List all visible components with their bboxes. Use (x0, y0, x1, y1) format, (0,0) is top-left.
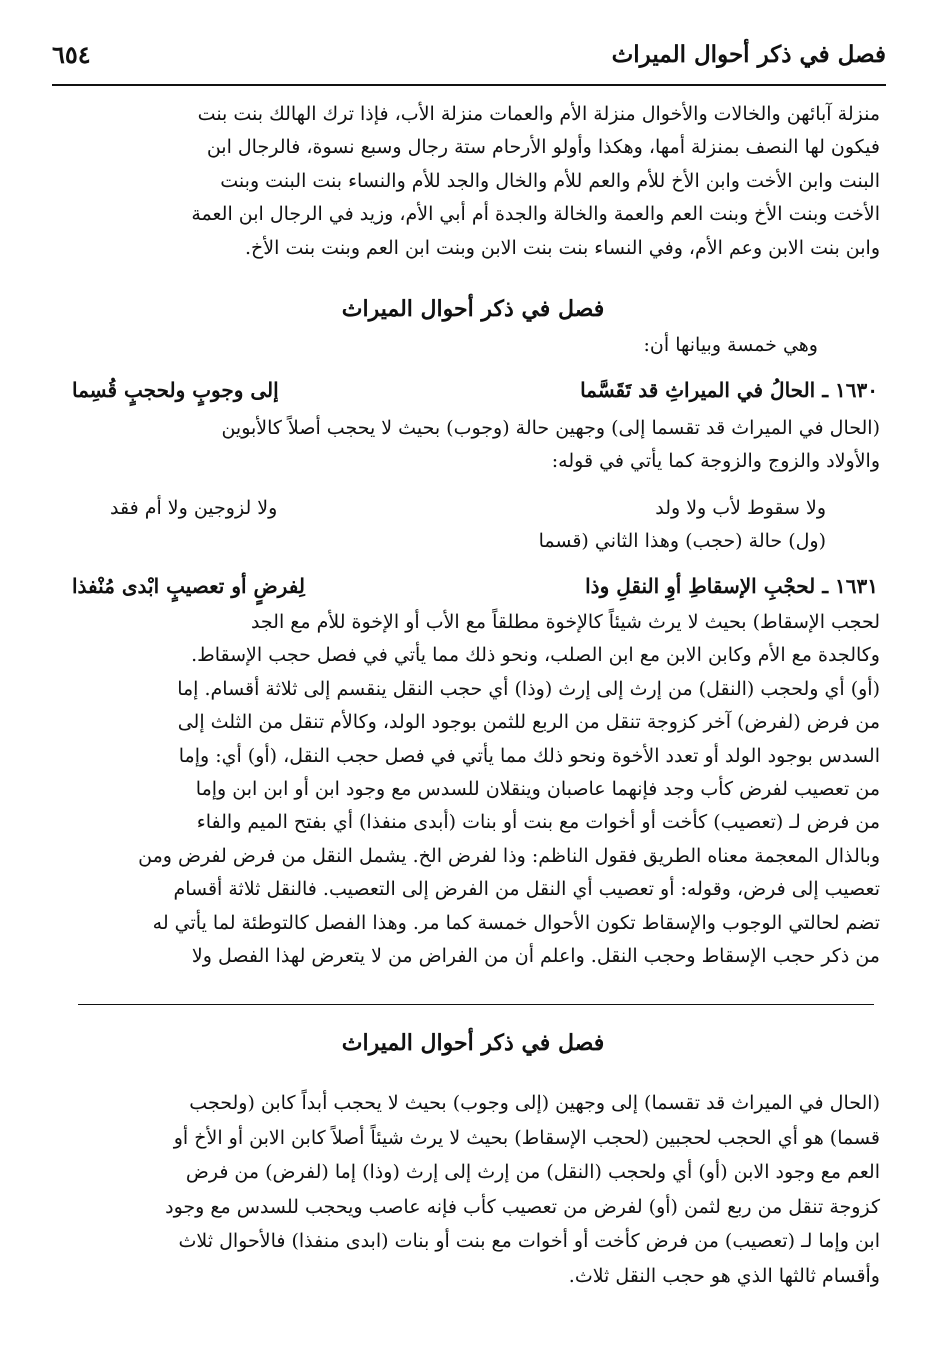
text-line: وبالذال المعجمة معناه الطريق فقول الناظم: وذا لفرض الخ. يشمل النقل من فرض لفرض ومن (138, 844, 880, 867)
text-line: من تعصيب لفرض كأب وجد فإنهما عاصبان وينقلان للسدس مع وجود ابن أو ابن ابن وإما (195, 778, 880, 801)
commentary-1631 (60, 606, 880, 973)
text-line: تضم لحالتي الوجوب والإسقاط تكون الأحوال خمسة كما مر. وهذا الفصل كالتوطئة لما يأتي له (152, 911, 880, 934)
text-line: فيكون لها النصف بمنزلة أمها، وهكذا وأولو الأرحام ستة رجال وسبع نسوة، فالرجال ابن (206, 136, 880, 159)
text-line: والأولاد والزوج والزوجة كما يأتي في قوله: (551, 450, 880, 473)
section-heading: فصل في ذكر أحوال الميراث (341, 296, 605, 322)
page-number: ٦٥٤ (52, 39, 91, 69)
text-line: (ول) حالة (حجب) وهذا الثاني (قسما (538, 530, 826, 552)
verse-second-hemistich: إلى وجوبٍ ولحجبٍ قُسِما (72, 378, 279, 402)
text-line: (الحال في الميراث قد تقسما) إلى وجهين (إلى وجوب) بحيث لا يحجب أبداً كابن (ولحجب (189, 1092, 880, 1114)
text-line: من فرض (لفرض) آخر كزوجة تنقل من الربع للثمن بوجود الولد، وكالأم تنقل من الثلث إلى (177, 711, 880, 734)
commentary-1630 (60, 412, 880, 479)
text-line: السدس بوجود الولد أو تعدد الأخوة ونحو ذلك مما يأتي في فصل حجب النقل، (أو) أي: وإما (178, 744, 880, 767)
text-line: (الحال في الميراث قد تقسما إلى) وجهين حالة (وجوب) بحيث لا يحجب أصلاً كالأبوين (221, 417, 880, 439)
text-line: كزوجة تنقل من ربع لثمن (أو) لفرض من تعصيب كأب فإنه عاصب ويحجب للسدس مع وجود (165, 1195, 880, 1218)
section-heading: فصل في ذكر أحوال الميراث (341, 1030, 605, 1056)
commentary-1630-end (60, 525, 826, 558)
verse-second-hemistich: لِفرضٍ أو تعصيبٍ ابْدى مُنْفذا (72, 574, 305, 598)
verse-first-hemistich: ١٦٣٠ ـ الحالُ في الميراثِ قد تَقَسَّما (580, 378, 878, 402)
verse-1631 (72, 566, 878, 606)
section-divider (78, 1004, 874, 1005)
text-line: من ذكر حجب الإسقاط وحجب النقل. واعلم أن من الفراض من لا يتعرض لهذا الفصل ولا (191, 945, 880, 968)
verse-1630 (72, 370, 878, 410)
text-line: وأقسام ثالثها الذي هو حجب النقل ثلاث. (568, 1264, 880, 1287)
text-line: تعصيب إلى فرض، وقوله: أو تعصيب أي النقل من الفرض إلى التعصيب. فالنقل ثلاثة أقسام (173, 878, 880, 901)
quoted-verse-second-hemistich: ولا لزوجين ولا أم فقد (110, 497, 278, 519)
text-line: وابن بنت الابن وعم الأم، وفي النساء بنت بنت الابن وبنت ابن العم وبنت بنت الأخ. (244, 236, 880, 259)
text-line: العم مع وجود الابن (أو) أي ولحجب (النقل) من إرث إلى إرث (وذا) إما (لفرض) من فرض (185, 1161, 880, 1183)
text-line: لحجب الإسقاط) بحيث لا يرث شيئاً كالإخوة مطلقاً مع الأب أو الإخوة للأم مع الجد (250, 611, 880, 633)
text-line: قسما) هو أي الحجب لحجبين (لحجب الإسقاط) بحيث لا يرث شيئاً أصلاً كابن الابن أو الأخ أو (173, 1126, 880, 1149)
section-intro: وهي خمسة وبيانها أن: (643, 334, 818, 356)
verse-first-hemistich: ١٦٣١ ـ لحجْبِ الإسقاطِ أوِ النقلِ وذا (585, 574, 878, 598)
top-paragraph (60, 98, 880, 265)
second-commentary (60, 1086, 880, 1293)
running-header (52, 28, 886, 80)
text-line: ابن وإما لـ (تعصيب) من فرض كأخت أو أخوات مع بنت أو بنات (ابدى منفذا) فالأحوال ثلاث (178, 1230, 880, 1252)
header-rule (52, 84, 886, 86)
text-line: (أو) أي ولحجب (النقل) من إرث إلى إرث (وذا) أي حجب النقل ينقسم إلى ثلاثة أقسام. إما (177, 677, 880, 700)
text-line: البنت وابن الأخت وابن الأخ للأم والعم للأم والخال والجد للأم والنساء بنت البنت وبنت (220, 169, 880, 192)
quoted-verse (110, 490, 826, 526)
text-line: الأخت وبنت الأخ وبنت العم والعمة والخالة والجدة أم أبي الأم، وزيد في الرجال ابن العمة (191, 203, 880, 226)
text-line: وكالجدة مع الأم وكابن الابن مع ابن الصلب، ونحو ذلك مما يأتي في فصل حجب الإسقاط. (191, 644, 880, 667)
text-line: من فرض لـ (تعصيب) كأخت أو أخوات مع بنت أو بنات (أبدى منفذا) أي بفتح الميم والفاء (196, 811, 880, 834)
running-title: فصل في ذكر أحوال الميراث (611, 40, 886, 68)
text-line: منزلة آبائهن والخالات والأخوال منزلة الأم والعمات منزلة الأب، فإذا ترك الهالك بنت بنت (197, 103, 880, 125)
quoted-verse-first-hemistich: ولا سقوط لأب ولا ولد (655, 497, 826, 519)
